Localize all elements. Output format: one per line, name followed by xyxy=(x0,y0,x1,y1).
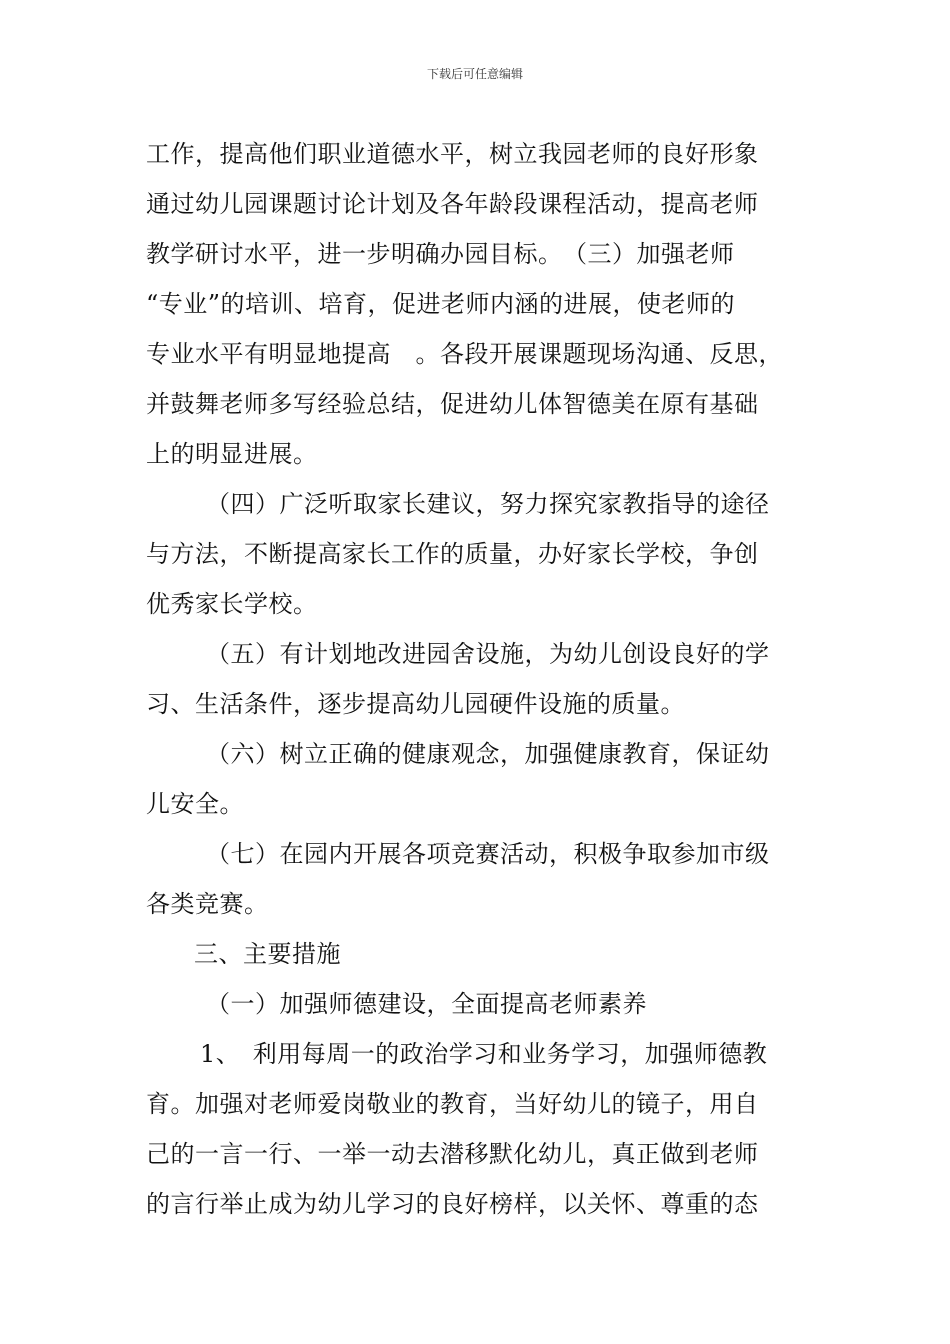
text-line: 三、主要措施 xyxy=(194,940,341,968)
text-line: 工作，提高他们职业道德水平，树立我园老师的良好形象 xyxy=(146,140,759,168)
text-line: 己的一言一行、一举一动去潜移默化幼儿，真正做到老师 xyxy=(146,1140,759,1168)
text-line: （四）广泛听取家长建议，努力探究家教指导的途径 xyxy=(206,490,770,518)
page-header: 下载后可任意编辑 xyxy=(426,67,523,81)
text-line: （六）树立正确的健康观念，加强健康教育，保证幼 xyxy=(206,740,770,768)
text-line: 专业水平有明显地提高 。各段开展课题现场沟通、反思， xyxy=(146,340,783,368)
text-line: （五）有计划地改进园舍设施，为幼儿创设良好的学 xyxy=(206,640,770,668)
text-line: 各类竞赛。 xyxy=(146,890,269,918)
document-body xyxy=(146,129,826,1229)
text-line: 的言行举止成为幼儿学习的良好榜样，以关怀、尊重的态 xyxy=(146,1190,759,1218)
text-line: “专业”的培训、培育，促进老师内涵的进展，使老师的 xyxy=(146,290,736,318)
text-line: （七）在园内开展各项竞赛活动，积极争取参加市级 xyxy=(206,840,770,868)
text-line: 优秀家长学校。 xyxy=(146,590,318,618)
text-line: 教学研讨水平，进一步明确办园目标。 （三）加强老师 xyxy=(146,240,735,268)
text-line: 习、生活条件，逐步提高幼儿园硬件设施的质量。 xyxy=(146,690,685,718)
text-line: 通过幼儿园课题讨论计划及各年龄段课程活动，提高老师 xyxy=(146,190,759,218)
text-line: 并鼓舞老师多写经验总结，促进幼儿体智德美在原有基础 xyxy=(146,390,759,418)
text-line: 儿安全。 xyxy=(146,790,244,818)
text-line: （一）加强师德建设，全面提高老师素养 xyxy=(206,990,647,1018)
text-line: 上的明显进展。 xyxy=(146,440,318,468)
text-line: 育。加强对老师爱岗敬业的教育，当好幼儿的镜子，用自 xyxy=(146,1090,759,1118)
text-line: 与方法，不断提高家长工作的质量，办好家长学校，争创 xyxy=(146,540,759,568)
text-line: 1、 利用每周一的政治学习和业务学习，加强师德教 xyxy=(200,1040,768,1068)
